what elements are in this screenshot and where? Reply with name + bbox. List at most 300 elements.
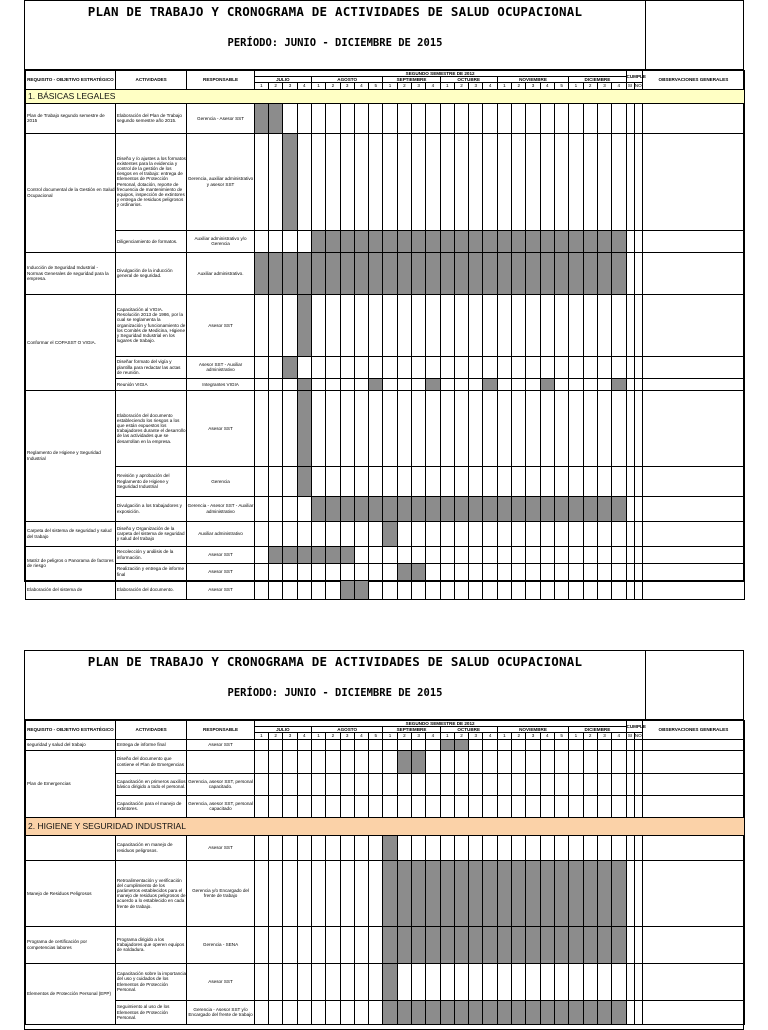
- week-cell: [469, 294, 483, 356]
- week-cell: [397, 356, 411, 378]
- week-number: 3: [283, 733, 297, 739]
- scheduled-week-cell: [383, 835, 397, 860]
- week-cell: [526, 963, 540, 1000]
- week-cell: [554, 521, 568, 546]
- week-cell: [354, 466, 368, 496]
- cumple-si-cell: [626, 230, 634, 252]
- month-header: NOVIEMBRE: [497, 77, 568, 83]
- scheduled-week-cell: [497, 860, 511, 926]
- week-cell: [254, 466, 268, 496]
- week-cell: [540, 773, 554, 795]
- scheduled-week-cell: [311, 546, 325, 563]
- week-cell: [483, 750, 497, 773]
- scheduled-week-cell: [540, 252, 554, 294]
- scheduled-week-cell: [554, 926, 568, 963]
- week-number: 4: [540, 733, 554, 739]
- week-cell: [397, 133, 411, 230]
- week-cell: [454, 103, 468, 133]
- week-cell: [354, 356, 368, 378]
- week-cell: [526, 294, 540, 356]
- week-cell: [554, 795, 568, 817]
- week-cell: [283, 926, 297, 963]
- week-cell: [283, 739, 297, 750]
- week-cell: [469, 521, 483, 546]
- scheduled-week-cell: [340, 580, 354, 599]
- week-cell: [412, 390, 426, 466]
- scheduled-week-cell: [597, 230, 611, 252]
- week-number: 1: [497, 83, 511, 89]
- scheduled-week-cell: [412, 860, 426, 926]
- scheduled-week-cell: [454, 496, 468, 521]
- responsible-cell: Gerencia - Asesor SST - Auxiliar administrativo: [187, 496, 254, 521]
- week-number: 2: [269, 733, 283, 739]
- week-cell: [440, 390, 454, 466]
- week-cell: [497, 739, 511, 750]
- week-cell: [526, 133, 540, 230]
- week-cell: [369, 580, 383, 599]
- scheduled-week-cell: [311, 230, 325, 252]
- week-cell: [340, 378, 354, 390]
- scheduled-week-cell: [469, 860, 483, 926]
- week-cell: [440, 103, 454, 133]
- week-cell: [311, 773, 325, 795]
- week-cell: [326, 739, 340, 750]
- week-number: 3: [340, 83, 354, 89]
- week-cell: [340, 739, 354, 750]
- cumple-no-cell: [634, 963, 642, 1000]
- week-cell: [512, 390, 526, 466]
- scheduled-week-cell: [383, 926, 397, 963]
- scheduled-week-cell: [340, 496, 354, 521]
- requirement-cell: seguridad y salud del trabajo: [26, 739, 116, 750]
- week-cell: [283, 563, 297, 580]
- week-cell: [469, 750, 483, 773]
- cumple-si-cell: [626, 750, 634, 773]
- week-cell: [354, 103, 368, 133]
- cumple-si-cell: [626, 356, 634, 378]
- scheduled-week-cell: [440, 739, 454, 750]
- scheduled-week-cell: [526, 1000, 540, 1024]
- week-cell: [469, 546, 483, 563]
- week-cell: [526, 835, 540, 860]
- week-cell: [297, 356, 311, 378]
- scheduled-week-cell: [369, 378, 383, 390]
- week-cell: [583, 739, 597, 750]
- scheduled-week-cell: [340, 230, 354, 252]
- week-cell: [369, 860, 383, 926]
- responsible-cell: Asesor SST: [187, 390, 254, 466]
- col-header-actividades: ACTIVIDADES: [115, 721, 186, 740]
- activity-cell: Capacitación sobre la importancia del uso y cuidados de los Elementos de Protección Personal.: [115, 963, 186, 1000]
- week-number: 1: [569, 83, 583, 89]
- scheduled-week-cell: [326, 230, 340, 252]
- scheduled-week-cell: [269, 252, 283, 294]
- week-cell: [483, 390, 497, 466]
- week-cell: [583, 750, 597, 773]
- activity-row: [26, 963, 745, 1000]
- requirement-cell: Plan de Trabajo segundo semestre de 2015: [26, 103, 116, 133]
- activity-row: [26, 230, 745, 252]
- scheduled-week-cell: [469, 496, 483, 521]
- scheduled-week-cell: [483, 860, 497, 926]
- week-number: 1: [497, 733, 511, 739]
- scheduled-week-cell: [612, 378, 626, 390]
- week-cell: [512, 739, 526, 750]
- responsible-cell: Gerencia y/o Encargado del frente de trabajo: [187, 860, 254, 926]
- document-title: PLAN DE TRABAJO Y CRONOGRAMA DE ACTIVIDADES DE SALUD OCUPACIONAL: [87, 4, 583, 19]
- scheduled-week-cell: [297, 294, 311, 356]
- week-cell: [583, 773, 597, 795]
- week-number: 4: [297, 83, 311, 89]
- responsible-cell: Gerencia, asesor SST, personal capacitado.: [187, 773, 254, 795]
- observations-cell: [642, 963, 744, 1000]
- week-cell: [412, 580, 426, 599]
- week-cell: [269, 860, 283, 926]
- week-cell: [597, 835, 611, 860]
- week-cell: [597, 294, 611, 356]
- week-cell: [469, 378, 483, 390]
- week-number: 3: [526, 83, 540, 89]
- scheduled-week-cell: [612, 252, 626, 294]
- week-cell: [454, 378, 468, 390]
- week-cell: [583, 546, 597, 563]
- scheduled-week-cell: [397, 252, 411, 294]
- week-cell: [426, 773, 440, 795]
- week-cell: [397, 835, 411, 860]
- scheduled-week-cell: [540, 926, 554, 963]
- requirement-cell: Plan de Emergencias: [26, 750, 116, 817]
- week-cell: [512, 580, 526, 599]
- cumple-si-cell: [626, 835, 634, 860]
- week-cell: [597, 521, 611, 546]
- schedule-page-2: [24, 650, 744, 1030]
- week-cell: [469, 795, 483, 817]
- scheduled-week-cell: [512, 252, 526, 294]
- responsible-cell: Asesor SST: [187, 294, 254, 356]
- week-cell: [254, 1000, 268, 1024]
- week-cell: [426, 963, 440, 1000]
- responsible-cell: Gerencia, auxiliar administrativo y asesor SST: [187, 133, 254, 230]
- week-cell: [326, 926, 340, 963]
- scheduled-week-cell: [383, 230, 397, 252]
- month-header: AGOSTO: [311, 727, 382, 733]
- week-cell: [311, 563, 325, 580]
- week-cell: [297, 1000, 311, 1024]
- activity-row: [26, 546, 745, 563]
- week-cell: [311, 133, 325, 230]
- week-cell: [340, 926, 354, 963]
- week-cell: [497, 563, 511, 580]
- week-cell: [412, 795, 426, 817]
- week-cell: [454, 521, 468, 546]
- cumple-no-cell: [634, 103, 642, 133]
- week-cell: [354, 133, 368, 230]
- week-cell: [497, 466, 511, 496]
- week-cell: [311, 926, 325, 963]
- week-cell: [483, 795, 497, 817]
- cumple-si-cell: [626, 390, 634, 466]
- week-cell: [597, 795, 611, 817]
- week-cell: [469, 466, 483, 496]
- week-cell: [269, 133, 283, 230]
- week-cell: [540, 390, 554, 466]
- week-cell: [597, 773, 611, 795]
- week-number: 1: [254, 83, 268, 89]
- week-cell: [297, 521, 311, 546]
- week-cell: [412, 103, 426, 133]
- week-cell: [426, 580, 440, 599]
- week-cell: [297, 926, 311, 963]
- scheduled-week-cell: [612, 496, 626, 521]
- week-cell: [283, 103, 297, 133]
- week-cell: [497, 521, 511, 546]
- activity-row: [26, 580, 745, 599]
- week-cell: [383, 563, 397, 580]
- week-cell: [469, 103, 483, 133]
- week-cell: [369, 133, 383, 230]
- week-cell: [540, 466, 554, 496]
- week-cell: [483, 963, 497, 1000]
- month-header: DICIEMBRE: [569, 77, 626, 83]
- scheduled-week-cell: [397, 496, 411, 521]
- week-cell: [326, 860, 340, 926]
- week-cell: [612, 795, 626, 817]
- week-number: 2: [583, 83, 597, 89]
- week-cell: [454, 390, 468, 466]
- scheduled-week-cell: [497, 496, 511, 521]
- week-cell: [326, 963, 340, 1000]
- scheduled-week-cell: [526, 860, 540, 926]
- week-cell: [512, 356, 526, 378]
- week-cell: [326, 795, 340, 817]
- week-number: 1: [311, 733, 325, 739]
- week-cell: [254, 739, 268, 750]
- cumple-si-cell: [626, 521, 634, 546]
- week-cell: [369, 390, 383, 466]
- week-cell: [612, 963, 626, 1000]
- week-number: 2: [269, 83, 283, 89]
- week-cell: [269, 496, 283, 521]
- scheduled-week-cell: [354, 230, 368, 252]
- week-cell: [326, 294, 340, 356]
- week-cell: [454, 466, 468, 496]
- week-cell: [283, 496, 297, 521]
- week-cell: [283, 773, 297, 795]
- week-cell: [497, 356, 511, 378]
- week-cell: [497, 294, 511, 356]
- title-box: [25, 651, 646, 719]
- week-cell: [440, 378, 454, 390]
- week-cell: [354, 294, 368, 356]
- week-cell: [354, 835, 368, 860]
- cumple-no-cell: [634, 835, 642, 860]
- week-number: 1: [383, 83, 397, 89]
- activity-cell: Diseñar formato del vigía y plantilla para redactar las actas de reunión.: [115, 356, 186, 378]
- week-cell: [440, 546, 454, 563]
- week-number: 1: [254, 733, 268, 739]
- week-cell: [569, 466, 583, 496]
- responsible-cell: Auxiliar administrativo y/o Gerencia: [187, 230, 254, 252]
- responsible-cell: Asesor SST: [187, 546, 254, 563]
- observations-cell: [642, 103, 744, 133]
- week-cell: [454, 750, 468, 773]
- week-cell: [569, 795, 583, 817]
- responsible-cell: Gerencia - SENA: [187, 926, 254, 963]
- week-cell: [269, 466, 283, 496]
- responsible-cell: Gerencia - Asesor SST y/o Encargado del frente de trabajo: [187, 1000, 254, 1024]
- week-cell: [383, 773, 397, 795]
- week-cell: [397, 773, 411, 795]
- observations-cell: [642, 860, 744, 926]
- requirement-cell: Reglamento de Higiene y Seguridad Industrial: [26, 390, 116, 521]
- scheduled-week-cell: [412, 926, 426, 963]
- week-number: 2: [326, 733, 340, 739]
- scheduled-week-cell: [569, 1000, 583, 1024]
- month-header: JULIO: [254, 77, 311, 83]
- week-cell: [311, 356, 325, 378]
- week-cell: [269, 739, 283, 750]
- cumple-no-cell: [634, 739, 642, 750]
- week-cell: [512, 795, 526, 817]
- week-cell: [383, 133, 397, 230]
- week-cell: [512, 466, 526, 496]
- week-cell: [254, 926, 268, 963]
- page-header: [25, 1, 743, 70]
- cumple-no-cell: [634, 521, 642, 546]
- week-cell: [254, 521, 268, 546]
- col-header-requisito: REQUISITO - OBJETIVO ESTRATÉGICO: [26, 721, 116, 740]
- cumple-si-cell: [626, 963, 634, 1000]
- week-cell: [426, 546, 440, 563]
- scheduled-week-cell: [254, 252, 268, 294]
- observations-cell: [642, 252, 744, 294]
- week-cell: [326, 133, 340, 230]
- week-number: 4: [426, 733, 440, 739]
- week-cell: [340, 563, 354, 580]
- week-cell: [569, 750, 583, 773]
- week-cell: [540, 133, 554, 230]
- week-cell: [497, 835, 511, 860]
- week-cell: [583, 835, 597, 860]
- week-cell: [326, 356, 340, 378]
- scheduled-week-cell: [612, 926, 626, 963]
- week-cell: [326, 580, 340, 599]
- week-cell: [269, 795, 283, 817]
- week-cell: [554, 963, 568, 1000]
- week-cell: [369, 1000, 383, 1024]
- scheduled-week-cell: [383, 252, 397, 294]
- requirement-cell: Inducción de Seguridad Industrial - Normas Generales de seguridad para la empresa.: [26, 252, 116, 294]
- week-cell: [526, 563, 540, 580]
- week-cell: [554, 739, 568, 750]
- col-header-responsable: RESPONSABLE: [187, 71, 254, 90]
- week-number: 1: [440, 83, 454, 89]
- activity-cell: Revisión y aprobación del Reglamento de Higiene y Seguridad Industrial: [115, 466, 186, 496]
- scheduled-week-cell: [497, 1000, 511, 1024]
- week-cell: [340, 835, 354, 860]
- week-cell: [354, 773, 368, 795]
- week-cell: [383, 795, 397, 817]
- week-cell: [454, 835, 468, 860]
- observations-cell: [642, 1000, 744, 1024]
- cumple-no-header: NO: [634, 83, 642, 89]
- scheduled-week-cell: [397, 860, 411, 926]
- week-cell: [540, 795, 554, 817]
- week-cell: [497, 750, 511, 773]
- week-cell: [612, 773, 626, 795]
- week-cell: [283, 795, 297, 817]
- week-cell: [483, 521, 497, 546]
- scheduled-week-cell: [412, 750, 426, 773]
- week-cell: [254, 294, 268, 356]
- week-cell: [426, 795, 440, 817]
- cumple-no-cell: [634, 580, 642, 599]
- week-cell: [454, 795, 468, 817]
- scheduled-week-cell: [412, 252, 426, 294]
- week-cell: [440, 133, 454, 230]
- week-cell: [412, 739, 426, 750]
- week-cell: [554, 390, 568, 466]
- scheduled-week-cell: [597, 252, 611, 294]
- week-cell: [254, 133, 268, 230]
- week-cell: [297, 963, 311, 1000]
- week-cell: [283, 1000, 297, 1024]
- month-header: OCTUBRE: [440, 727, 497, 733]
- week-cell: [369, 926, 383, 963]
- week-cell: [483, 739, 497, 750]
- cumple-si-cell: [626, 739, 634, 750]
- week-cell: [612, 580, 626, 599]
- section-title: 1. BÁSICAS LEGALES: [26, 89, 745, 103]
- scheduled-week-cell: [569, 252, 583, 294]
- week-number: 2: [512, 83, 526, 89]
- schedule-table: [25, 70, 745, 600]
- week-cell: [340, 390, 354, 466]
- week-cell: [554, 103, 568, 133]
- scheduled-week-cell: [497, 252, 511, 294]
- scheduled-week-cell: [454, 739, 468, 750]
- activity-cell: Elaboración del documento.: [115, 580, 186, 599]
- scheduled-week-cell: [426, 1000, 440, 1024]
- week-cell: [440, 963, 454, 1000]
- week-cell: [469, 963, 483, 1000]
- week-cell: [397, 294, 411, 356]
- week-cell: [583, 294, 597, 356]
- week-cell: [454, 356, 468, 378]
- scheduled-week-cell: [512, 926, 526, 963]
- week-cell: [369, 739, 383, 750]
- week-cell: [311, 1000, 325, 1024]
- scheduled-week-cell: [554, 252, 568, 294]
- week-cell: [269, 773, 283, 795]
- cumple-si-cell: [626, 546, 634, 563]
- week-cell: [397, 963, 411, 1000]
- week-cell: [426, 356, 440, 378]
- week-cell: [612, 750, 626, 773]
- scheduled-week-cell: [569, 230, 583, 252]
- week-cell: [469, 580, 483, 599]
- week-cell: [269, 1000, 283, 1024]
- period-label: PERÍODO: JUNIO - DICIEMBRE DE 2015: [227, 687, 443, 699]
- week-cell: [383, 580, 397, 599]
- week-cell: [369, 294, 383, 356]
- week-cell: [483, 103, 497, 133]
- week-number: 1: [569, 733, 583, 739]
- week-cell: [297, 230, 311, 252]
- activity-cell: Retroalimentación y verificación del cumplimiento de los parámetros establecidos para el manejo de residuos peligrosos de acuerdo a lo establecido en cada frente de trabajo.: [115, 860, 186, 926]
- responsible-cell: Auxiliar administrativo.: [187, 252, 254, 294]
- scheduled-week-cell: [540, 230, 554, 252]
